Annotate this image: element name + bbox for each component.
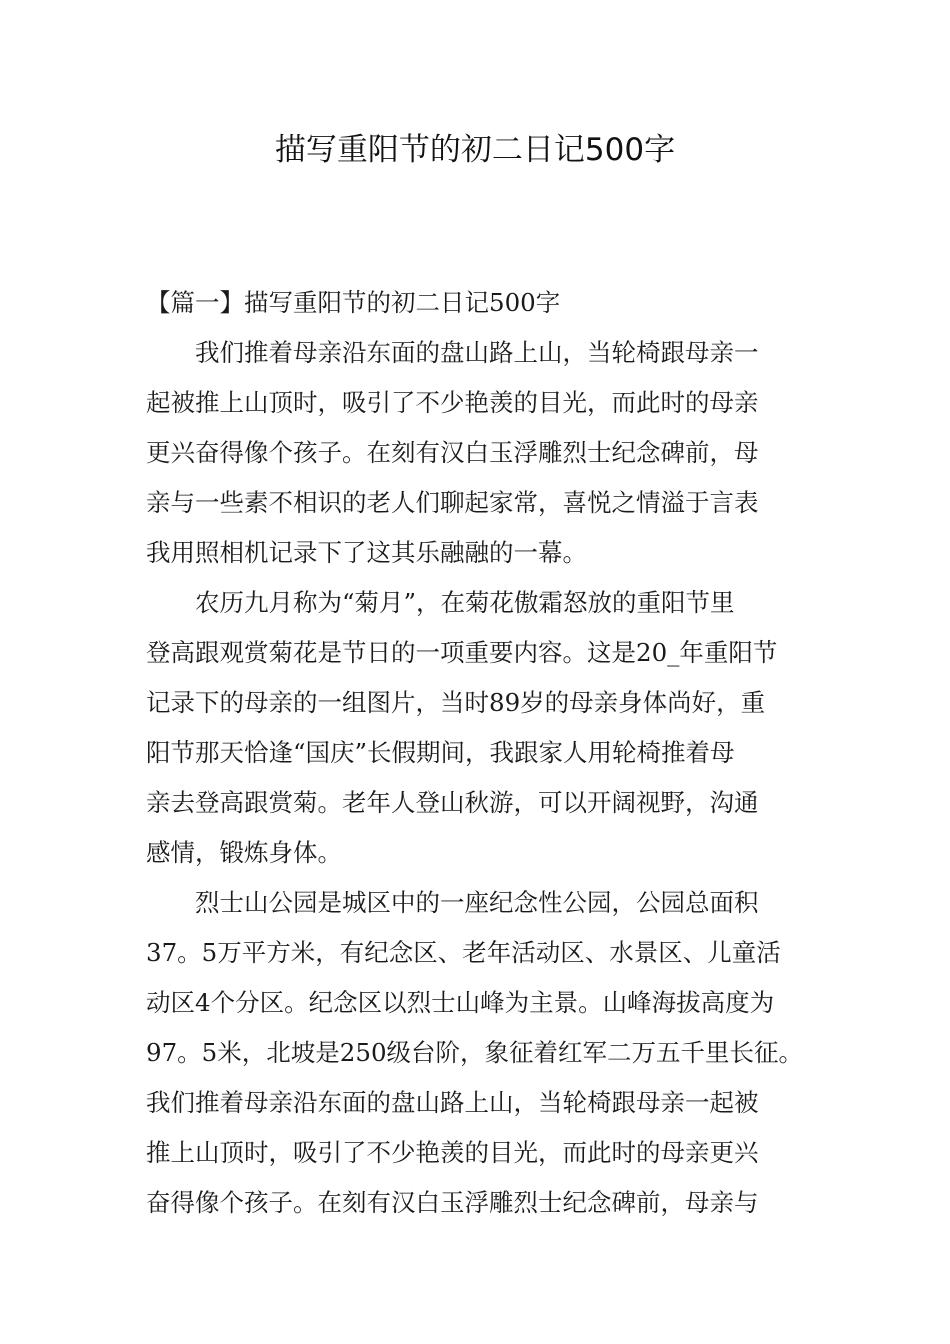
text-line: 我们推着母亲沿东面的盘山路上山，当轮椅跟母亲一 (195, 338, 759, 367)
text-line: 阳节那天恰逢“国庆”长假期间，我跟家人用轮椅推着母 (146, 738, 735, 767)
text-line: 我用照相机记录下了这其乐融融的一幕。 (146, 538, 587, 567)
document-body (146, 278, 826, 1228)
text-line: 感情，锻炼身体。 (146, 838, 342, 867)
text-line: 烈士山公园是城区中的一座纪念性公园，公园总面积 (195, 888, 759, 917)
text-line: 我们推着母亲沿东面的盘山路上山，当轮椅跟母亲一起被 (146, 1088, 759, 1117)
text-line: 亲去登高跟赏菊。老年人登山秋游，可以开阔视野，沟通 (146, 788, 759, 817)
text-line: 亲与一些素不相识的老人们聊起家常，喜悦之情溢于言表 (146, 488, 759, 517)
text-line: 37。5万平方米，有纪念区、老年活动区、水景区、儿童活 (146, 938, 781, 967)
text-line: 更兴奋得像个孩子。在刻有汉白玉浮雕烈士纪念碑前，母 (146, 438, 759, 467)
text-line: 奋得像个孩子。在刻有汉白玉浮雕烈士纪念碑前，母亲与 (146, 1188, 759, 1217)
text-line: 动区4个分区。纪念区以烈士山峰为主景。山峰海拔高度为 (146, 988, 775, 1017)
document-title: 描写重阳节的初二日记500字 (274, 132, 676, 168)
text-line: 97。5米，北坡是250级台阶，象征着红军二万五千里长征。 (146, 1038, 804, 1067)
text-line: 农历九月称为“菊月”，在菊花傲霜怒放的重阳节里 (195, 588, 735, 617)
text-line: 登高跟观赏菊花是节日的一项重要内容。这是20_年重阳节 (146, 638, 778, 667)
text-line: 推上山顶时，吸引了不少艳羡的目光，而此时的母亲更兴 (146, 1138, 759, 1167)
text-line: 起被推上山顶时，吸引了不少艳羡的目光，而此时的母亲 (146, 388, 759, 417)
text-line: 记录下的母亲的一组图片，当时89岁的母亲身体尚好，重 (146, 688, 766, 717)
text-line: 【篇一】描写重阳节的初二日记500字 (146, 288, 561, 317)
